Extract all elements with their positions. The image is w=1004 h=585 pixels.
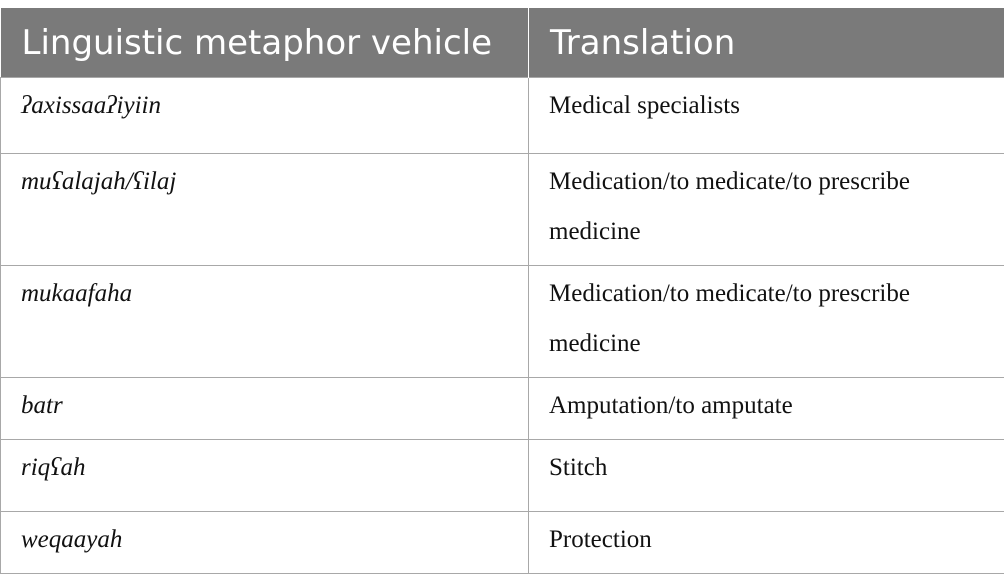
table-row	[1, 440, 1004, 512]
table-header-row	[1, 8, 1004, 78]
translation-cell: Medication/to medicate/to prescribe medicine	[529, 266, 1004, 378]
vehicle-cell: muʕalajah/ʕilaj	[1, 154, 529, 266]
translation-cell: Medication/to medicate/to prescribe medicine	[529, 154, 1004, 266]
translation-cell: Amputation/to amputate	[529, 378, 1004, 440]
metaphor-table-container	[0, 8, 1004, 574]
translation-cell: Medical specialists	[529, 78, 1004, 154]
vehicle-cell: riqʕah	[1, 440, 529, 512]
vehicle-cell: weqaayah	[1, 512, 529, 574]
translation-cell: Stitch	[529, 440, 1004, 512]
header-linguistic-metaphor-vehicle: Linguistic metaphor vehicle	[1, 8, 529, 78]
vehicle-cell: ʔaxissaaʔiyiin	[1, 78, 529, 154]
table-row	[1, 266, 1004, 378]
table-row	[1, 378, 1004, 440]
table-row	[1, 78, 1004, 154]
header-translation: Translation	[529, 8, 1004, 78]
metaphor-vehicle-table	[0, 8, 1004, 574]
vehicle-cell: mukaafaha	[1, 266, 529, 378]
translation-cell: Protection	[529, 512, 1004, 574]
table-row	[1, 154, 1004, 266]
table-row	[1, 512, 1004, 574]
vehicle-cell: batr	[1, 378, 529, 440]
